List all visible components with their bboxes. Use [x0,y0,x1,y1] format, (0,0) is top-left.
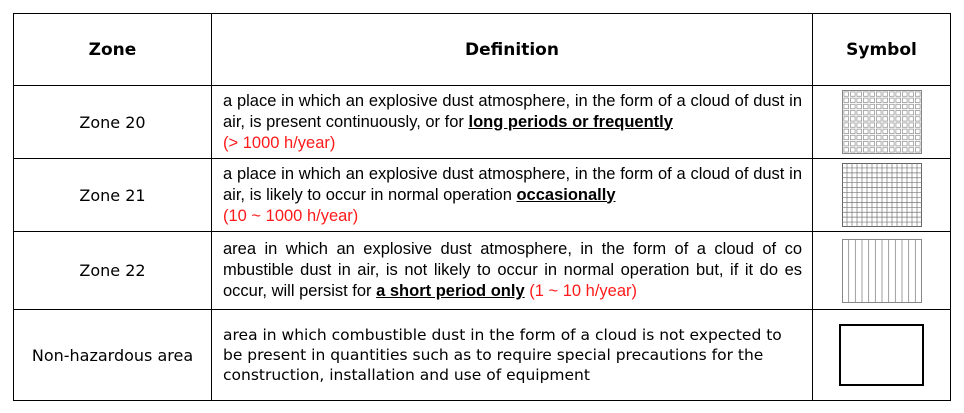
frequency-text: (10 ~ 1000 h/year) [223,206,359,225]
header-symbol: Symbol [813,14,951,86]
header-zone: Zone [14,14,212,86]
zone-20-symbol-icon [842,90,922,154]
definition-text: area in which an explosive dust atmosphere, in the form of a cloud of co mbustible dust in air, is not likely to occur in normal operation but, if it do es occur, will persist for [223,240,802,300]
definition-emphasis: occasionally [516,185,616,204]
table-row-zone-22 [14,232,951,310]
zone-definition-table [13,13,951,401]
frequency-text: (1 ~ 10 h/year) [529,282,638,300]
table-row-zone-21 [14,159,951,232]
header-row [14,14,951,86]
frequency-text: (> 1000 h/year) [223,133,336,152]
definition-text: a place in which an explosive dust atmosphere, in the form of a cloud of dust in air, is present continuously, or for [223,91,802,131]
definition-text: a place in which an explosive dust atmosphere, in the form of a cloud of dust in air, is likely to occur in normal operation [223,164,802,204]
table-row-zone-20 [14,86,951,159]
zone-definition [212,86,813,159]
zone-definition [212,232,813,310]
zone-name: Zone 21 [14,159,212,232]
definition-emphasis: long periods or frequently [468,112,673,131]
non-hazardous-symbol-icon [839,324,924,386]
zone-name: Non-hazardous area [14,310,212,401]
definition-emphasis: a short period only [376,282,525,300]
header-definition: Definition [212,14,813,86]
zone-22-symbol-icon [842,239,922,303]
zone-definition [212,159,813,232]
definition-text: area in which combustible dust in the form of a cloud is not expected to be present in quantities such as to require special precautions for the construction, installation and use of equipment [223,326,782,384]
zone-name: Zone 22 [14,232,212,310]
zone-21-symbol-icon [842,163,922,227]
zone-name: Zone 20 [14,86,212,159]
table-row-non-hazardous [14,310,951,401]
zone-definition [212,310,813,401]
